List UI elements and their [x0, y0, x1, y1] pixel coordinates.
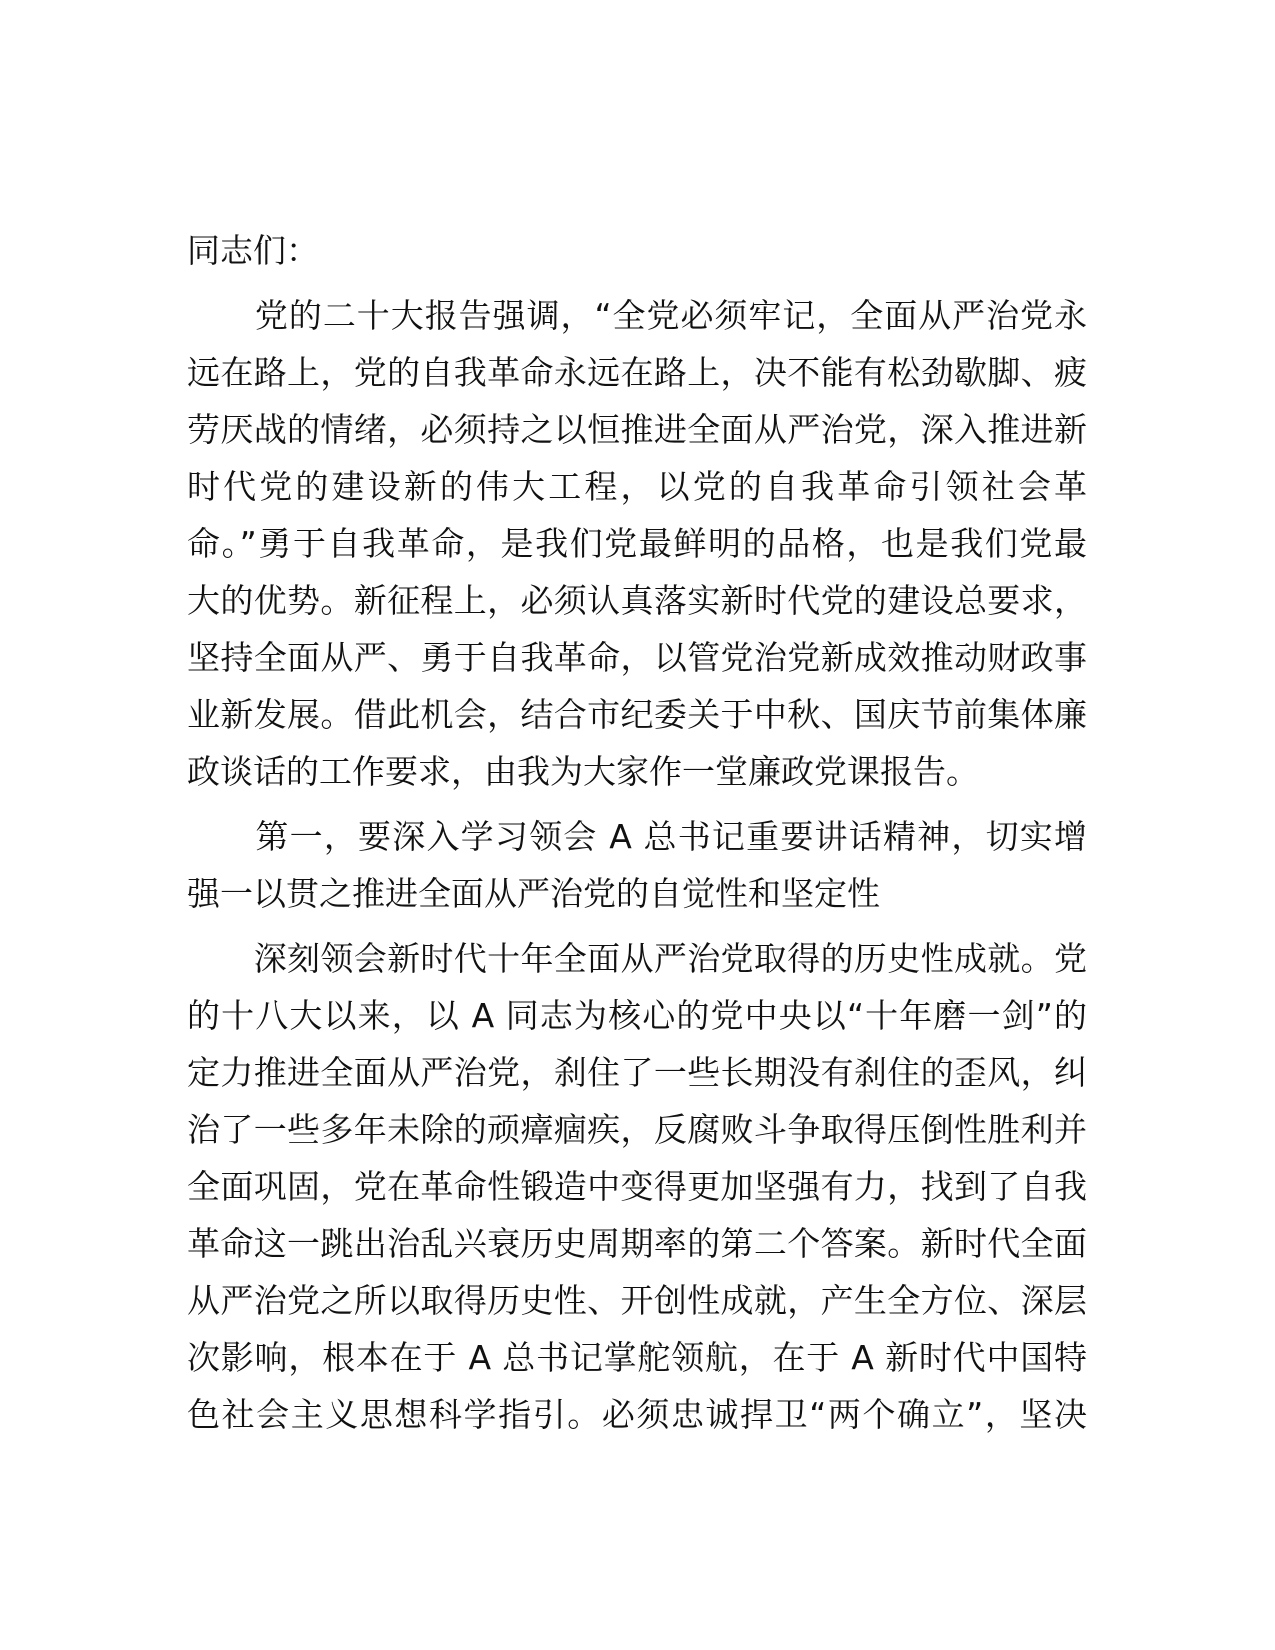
document-body	[187, 222, 1087, 1443]
text-line: 全面巩固，党在革命性锻造中变得更加坚强有力，找到了自我	[187, 1167, 1087, 1206]
text-line: 命。”勇于自我革命，是我们党最鲜明的品格，也是我们党最	[187, 524, 1087, 563]
text-line: 治了一些多年未除的顽瘴痼疾，反腐败斗争取得压倒性胜利并	[187, 1110, 1087, 1149]
paragraph-intro	[187, 287, 1087, 800]
text-line: 色社会主义思想科学指引。必须忠诚捍卫“两个确立”，坚决	[187, 1395, 1087, 1434]
section-heading-first	[187, 808, 1087, 922]
text-line: 远在路上，党的自我革命永远在路上，决不能有松劲歇脚、疲	[187, 353, 1087, 392]
heading-line: 强一以贯之推进全面从严治党的自觉性和坚定性	[187, 874, 880, 913]
text-line: 政谈话的工作要求，由我为大家作一堂廉政党课报告。	[187, 752, 979, 791]
paragraph-achievements	[187, 930, 1087, 1443]
text-line: 党的二十大报告强调，“全党必须牢记，全面从严治党永	[187, 296, 1087, 335]
text-line: 次影响，根本在于 A 总书记掌舵领航，在于 A 新时代中国特	[187, 1338, 1087, 1377]
text-line: 革命这一跳出治乱兴衰历史周期率的第二个答案。新时代全面	[187, 1224, 1087, 1263]
text-line: 时代党的建设新的伟大工程，以党的自我革命引领社会革	[187, 467, 1087, 506]
text-line: 深刻领会新时代十年全面从严治党取得的历史性成就。党	[187, 939, 1087, 978]
text-line: 业新发展。借此机会，结合市纪委关于中秋、国庆节前集体廉	[187, 695, 1087, 734]
text-line: 的十八大以来，以 A 同志为核心的党中央以“十年磨一剑”的	[187, 996, 1087, 1035]
text-line: 劳厌战的情绪，必须持之以恒推进全面从严治党，深入推进新	[187, 410, 1087, 449]
text-line: 坚持全面从严、勇于自我革命，以管党治党新成效推动财政事	[187, 638, 1087, 677]
salutation: 同志们：	[187, 231, 319, 270]
heading-line: 第一，要深入学习领会 A 总书记重要讲话精神，切实增	[187, 817, 1087, 856]
text-line: 定力推进全面从严治党，刹住了一些长期没有刹住的歪风，纠	[187, 1053, 1087, 1092]
text-line: 从严治党之所以取得历史性、开创性成就，产生全方位、深层	[187, 1281, 1087, 1320]
text-line: 大的优势。新征程上，必须认真落实新时代党的建设总要求，	[187, 581, 1087, 620]
